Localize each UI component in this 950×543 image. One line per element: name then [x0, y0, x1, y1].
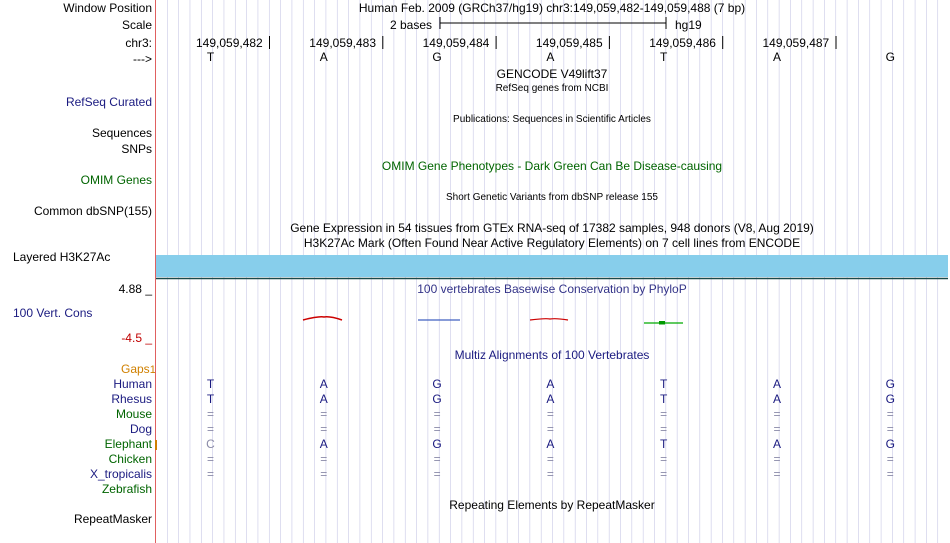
- scale-bar-text: 2 bases: [390, 18, 433, 32]
- reference-base: A: [772, 50, 781, 64]
- alignment-base: C: [206, 437, 215, 451]
- track-label-repeatmasker[interactable]: RepeatMasker: [73, 512, 152, 526]
- alignment-base: G: [885, 437, 895, 451]
- reference-base: T: [206, 50, 215, 64]
- alignment-base: =: [660, 467, 668, 481]
- ruler-position-label: 149,059,485: [535, 36, 603, 50]
- species-label-zebrafish[interactable]: Zebrafish: [101, 482, 152, 496]
- alignment-base: =: [773, 422, 781, 436]
- alignment-base: =: [660, 452, 668, 466]
- scale-label: Scale: [121, 18, 152, 32]
- track-title-refseq: RefSeq genes from NCBI: [495, 83, 609, 94]
- alignment-base: =: [546, 467, 554, 481]
- reference-base: G: [432, 50, 442, 64]
- track-label-refseq-curated[interactable]: RefSeq Curated: [65, 95, 152, 109]
- alignment-base: A: [546, 392, 555, 406]
- window-position-label: Window Position: [63, 1, 152, 15]
- alignment-base: =: [206, 422, 214, 436]
- conservation-peak-A2: [530, 319, 568, 320]
- alignment-base: G: [432, 392, 442, 406]
- alignment-base: =: [773, 452, 781, 466]
- alignment-base: =: [886, 422, 894, 436]
- chromosome-label: chr3:: [125, 36, 152, 50]
- track-title-omim: OMIM Gene Phenotypes - Dark Green Can Be Disease-causing: [381, 159, 723, 173]
- alignment-base: =: [546, 452, 554, 466]
- scale-bar-assembly: hg19: [675, 18, 702, 32]
- track-title-multiz: Multiz Alignments of 100 Vertebrates: [454, 348, 650, 362]
- alignment-base: G: [432, 377, 442, 391]
- species-label-mouse[interactable]: Mouse: [115, 407, 152, 421]
- alignment-base: A: [546, 437, 555, 451]
- track-title-repeatmasker: Repeating Elements by RepeatMasker: [449, 498, 655, 512]
- alignment-base: G: [885, 392, 895, 406]
- alignment-base: T: [206, 392, 215, 406]
- alignment-base: =: [886, 452, 894, 466]
- alignment-base: =: [433, 467, 441, 481]
- track-label-snps[interactable]: SNPs: [121, 142, 152, 156]
- conservation-min-value: -4.5 _: [121, 331, 152, 345]
- alignment-base: =: [660, 422, 668, 436]
- species-label-human[interactable]: Human: [113, 377, 152, 391]
- alignment-base: =: [320, 407, 328, 421]
- reference-base: A: [319, 50, 328, 64]
- track-label-100-vert-cons[interactable]: 100 Vert. Cons: [13, 306, 93, 320]
- strand-label: --->: [133, 52, 152, 66]
- track-title-publications: Publications: Sequences in Scientific Articles: [453, 114, 651, 125]
- species-label-rhesus[interactable]: Rhesus: [111, 392, 152, 406]
- alignment-base: =: [433, 407, 441, 421]
- track-label-layered-h3k27ac[interactable]: Layered H3K27Ac: [13, 250, 111, 264]
- reference-base: A: [546, 50, 555, 64]
- ruler-position-label: 149,059,487: [762, 36, 830, 50]
- alignment-base: =: [206, 467, 214, 481]
- ruler-position-label: 149,059,486: [649, 36, 716, 50]
- track-title-gencode: GENCODE V49lift37: [496, 67, 608, 81]
- alignment-base: =: [660, 407, 668, 421]
- reference-base: G: [885, 50, 895, 64]
- assembly-position-title: Human Feb. 2009 (GRCh37/hg19) chr3:149,059,482-149,059,488 (7 bp): [358, 1, 746, 15]
- track-label-gaps[interactable]: Gaps1: [121, 362, 156, 376]
- alignment-base: A: [772, 377, 781, 391]
- alignment-base: =: [773, 467, 781, 481]
- alignment-base: =: [546, 407, 554, 421]
- alignment-base: A: [772, 437, 781, 451]
- alignment-base: =: [320, 452, 328, 466]
- track-title-gtex: Gene Expression in 54 tissues from GTEx RNA-seq of 17382 samples, 948 donors (V8, Aug 2019): [290, 221, 814, 235]
- alignment-base: =: [320, 467, 328, 481]
- alignment-base: =: [206, 407, 214, 421]
- track-title-dbsnp: Short Genetic Variants from dbSNP release 155: [446, 192, 658, 203]
- alignment-base: A: [546, 377, 555, 391]
- ruler-position-label: 149,059,482: [196, 36, 263, 50]
- conservation-max-value: 4.88 _: [118, 282, 152, 296]
- alignment-base: T: [660, 437, 668, 451]
- alignment-base: G: [432, 437, 442, 451]
- track-title-h3k27ac: H3K27Ac Mark (Often Found Near Active Regulatory Elements) on 7 cell lines from ENCODE: [303, 236, 801, 250]
- species-label-chicken[interactable]: Chicken: [108, 452, 152, 466]
- alignment-base: =: [886, 467, 894, 481]
- species-label-elephant[interactable]: Elephant: [104, 437, 152, 451]
- alignment-base: A: [319, 392, 328, 406]
- conservation-peak-A: [303, 317, 342, 320]
- species-label-x_tropicalis[interactable]: X_tropicalis: [89, 467, 152, 481]
- alignment-base: =: [886, 407, 894, 421]
- alignment-base: A: [772, 392, 781, 406]
- alignment-base: =: [773, 407, 781, 421]
- track-title-conservation: 100 vertebrates Basewise Conservation by PhyloP: [417, 282, 687, 296]
- reference-base: T: [660, 50, 668, 64]
- alignment-base: A: [319, 377, 328, 391]
- alignment-base: =: [206, 452, 214, 466]
- alignment-base: A: [319, 437, 328, 451]
- ruler-position-label: 149,059,484: [422, 36, 490, 50]
- track-label-common-dbsnp[interactable]: Common dbSNP(155): [33, 204, 152, 218]
- ruler-position-label: 149,059,483: [309, 36, 377, 50]
- alignment-base: G: [885, 377, 895, 391]
- alignment-base: =: [320, 422, 328, 436]
- species-label-dog[interactable]: Dog: [129, 422, 152, 436]
- h3k27ac-signal: [156, 255, 948, 277]
- track-label-omim-genes[interactable]: OMIM Genes: [80, 173, 152, 187]
- conservation-mark-T: [659, 321, 665, 325]
- alignment-base: =: [433, 422, 441, 436]
- alignment-base: =: [546, 422, 554, 436]
- alignment-base: T: [660, 392, 668, 406]
- alignment-base: T: [206, 377, 215, 391]
- alignment-base: =: [433, 452, 441, 466]
- track-label-sequences[interactable]: Sequences: [91, 126, 152, 140]
- alignment-base: T: [660, 377, 668, 391]
- elephant-gap-marker: [155, 440, 157, 450]
